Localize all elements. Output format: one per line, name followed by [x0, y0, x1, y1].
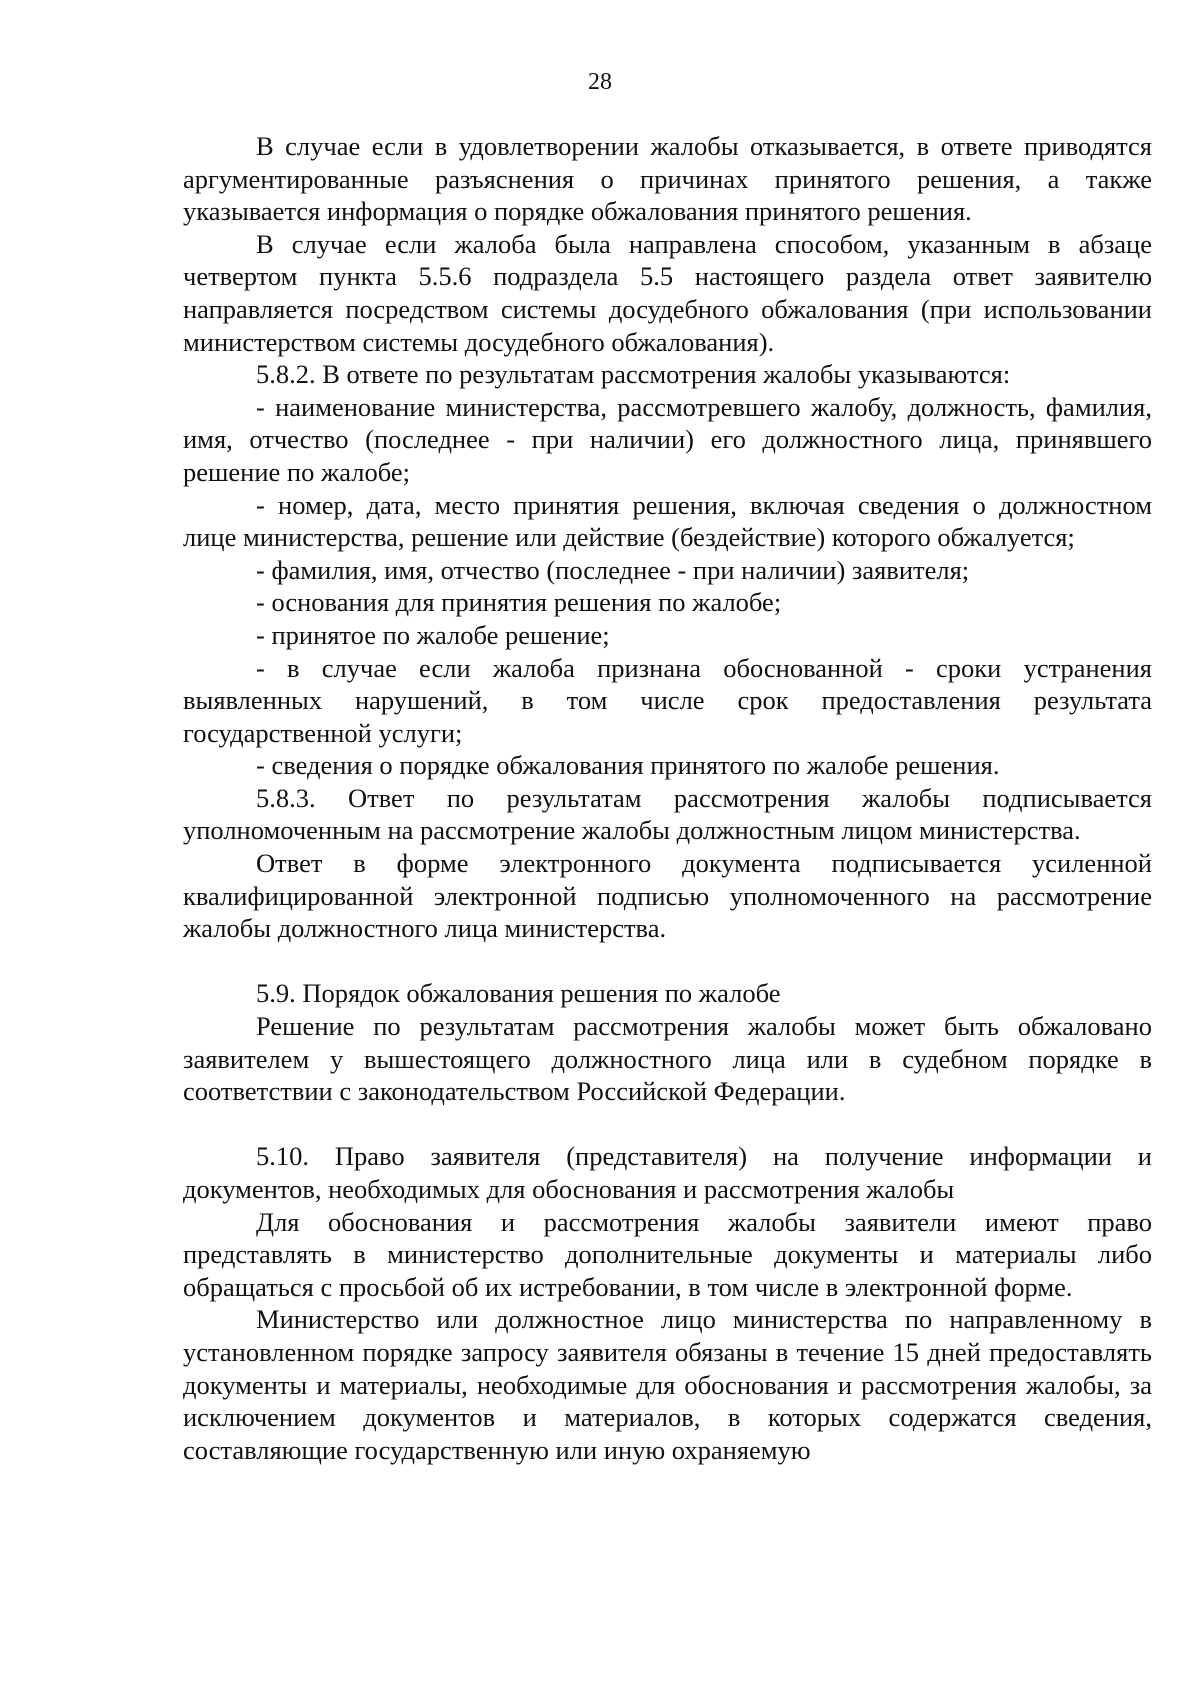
paragraph-section-5-8-3: 5.8.3. Ответ по результатам рассмотрения жалобы подписывается уполномоченным на рассмотрение жалобы должностным лицом министерства. [183, 782, 1152, 846]
paragraph-ministry-obligation: Министерство или должностное лицо министерства по направленному в установленном порядке запросу заявителя обязаны в течение 15 дней предоставлять документы и материалы, необходимые для обоснования и рассмотрения жалобы, за исключением документов и материалов, в которых содержатся сведения, составляющие государственную или иную охраняемую [183, 1304, 1152, 1465]
paragraph-section-5-8-2: 5.8.2. В ответе по результатам рассмотрения жалобы указываются: [256, 359, 1011, 390]
paragraph-appeal-decision: Решение по результатам рассмотрения жалобы может быть обжаловано заявителем у вышестоящего должностного лица или в судебном порядке в соответствии с законодательством Российской Федерации. [183, 1011, 1152, 1107]
list-item: - основания для принятия решения по жалобе; [256, 587, 782, 618]
section-heading-5-9: 5.9. Порядок обжалования решения по жалобе [256, 978, 781, 1009]
list-item: - наименование министерства, рассмотревшего жалобу, должность, фамилия, имя, отчество (последнее - при наличии) его должностного лица, принявшего решение по жалобе; [183, 391, 1152, 487]
paragraph-response-via-system: В случае если жалоба была направлена способом, указанным в абзаце четвертом пункта 5.5.6 подраздела 5.5 настоящего раздела ответ заявителю направляется посредством системы досудебного обжалования (при использовании министерством системы досудебного обжалования). [183, 228, 1152, 357]
list-item: - номер, дата, место принятия решения, включая сведения о должностном лице министерства, решение или действие (бездействие) которого обжалуется; [183, 489, 1152, 553]
document-body [183, 130, 1152, 1466]
list-item: - фамилия, имя, отчество (последнее - при наличии) заявителя; [256, 554, 970, 585]
paragraph-refusal-explanation: В случае если в удовлетворении жалобы отказывается, в ответе приводятся аргументированные разъяснения о причинах принятого решения, а также указывается информация о порядке обжалования принятого решения. [183, 131, 1152, 227]
list-item: - в случае если жалоба признана обоснованной - сроки устранения выявленных нарушений, в том числе срок предоставления результата государственной услуги; [183, 652, 1152, 748]
list-item: - принятое по жалобе решение; [256, 619, 610, 650]
paragraph-applicant-documents: Для обоснования и рассмотрения жалобы заявители имеют право представлять в министерство дополнительные документы и материалы либо обращаться с просьбой об их истребовании, в том числе в электронной форме. [183, 1206, 1152, 1302]
paragraph-electronic-signature: Ответ в форме электронного документа подписывается усиленной квалифицированной электронной подписью уполномоченного на рассмотрение жалобы должностного лица министерства. [183, 848, 1152, 944]
section-heading-5-10: 5.10. Право заявителя (представителя) на получение информации и документов, необходимых для обоснования и рассмотрения жалобы [183, 1141, 1152, 1204]
page-number: 28 [588, 69, 612, 95]
list-item: - сведения о порядке обжалования принятого по жалобе решения. [256, 750, 1000, 781]
